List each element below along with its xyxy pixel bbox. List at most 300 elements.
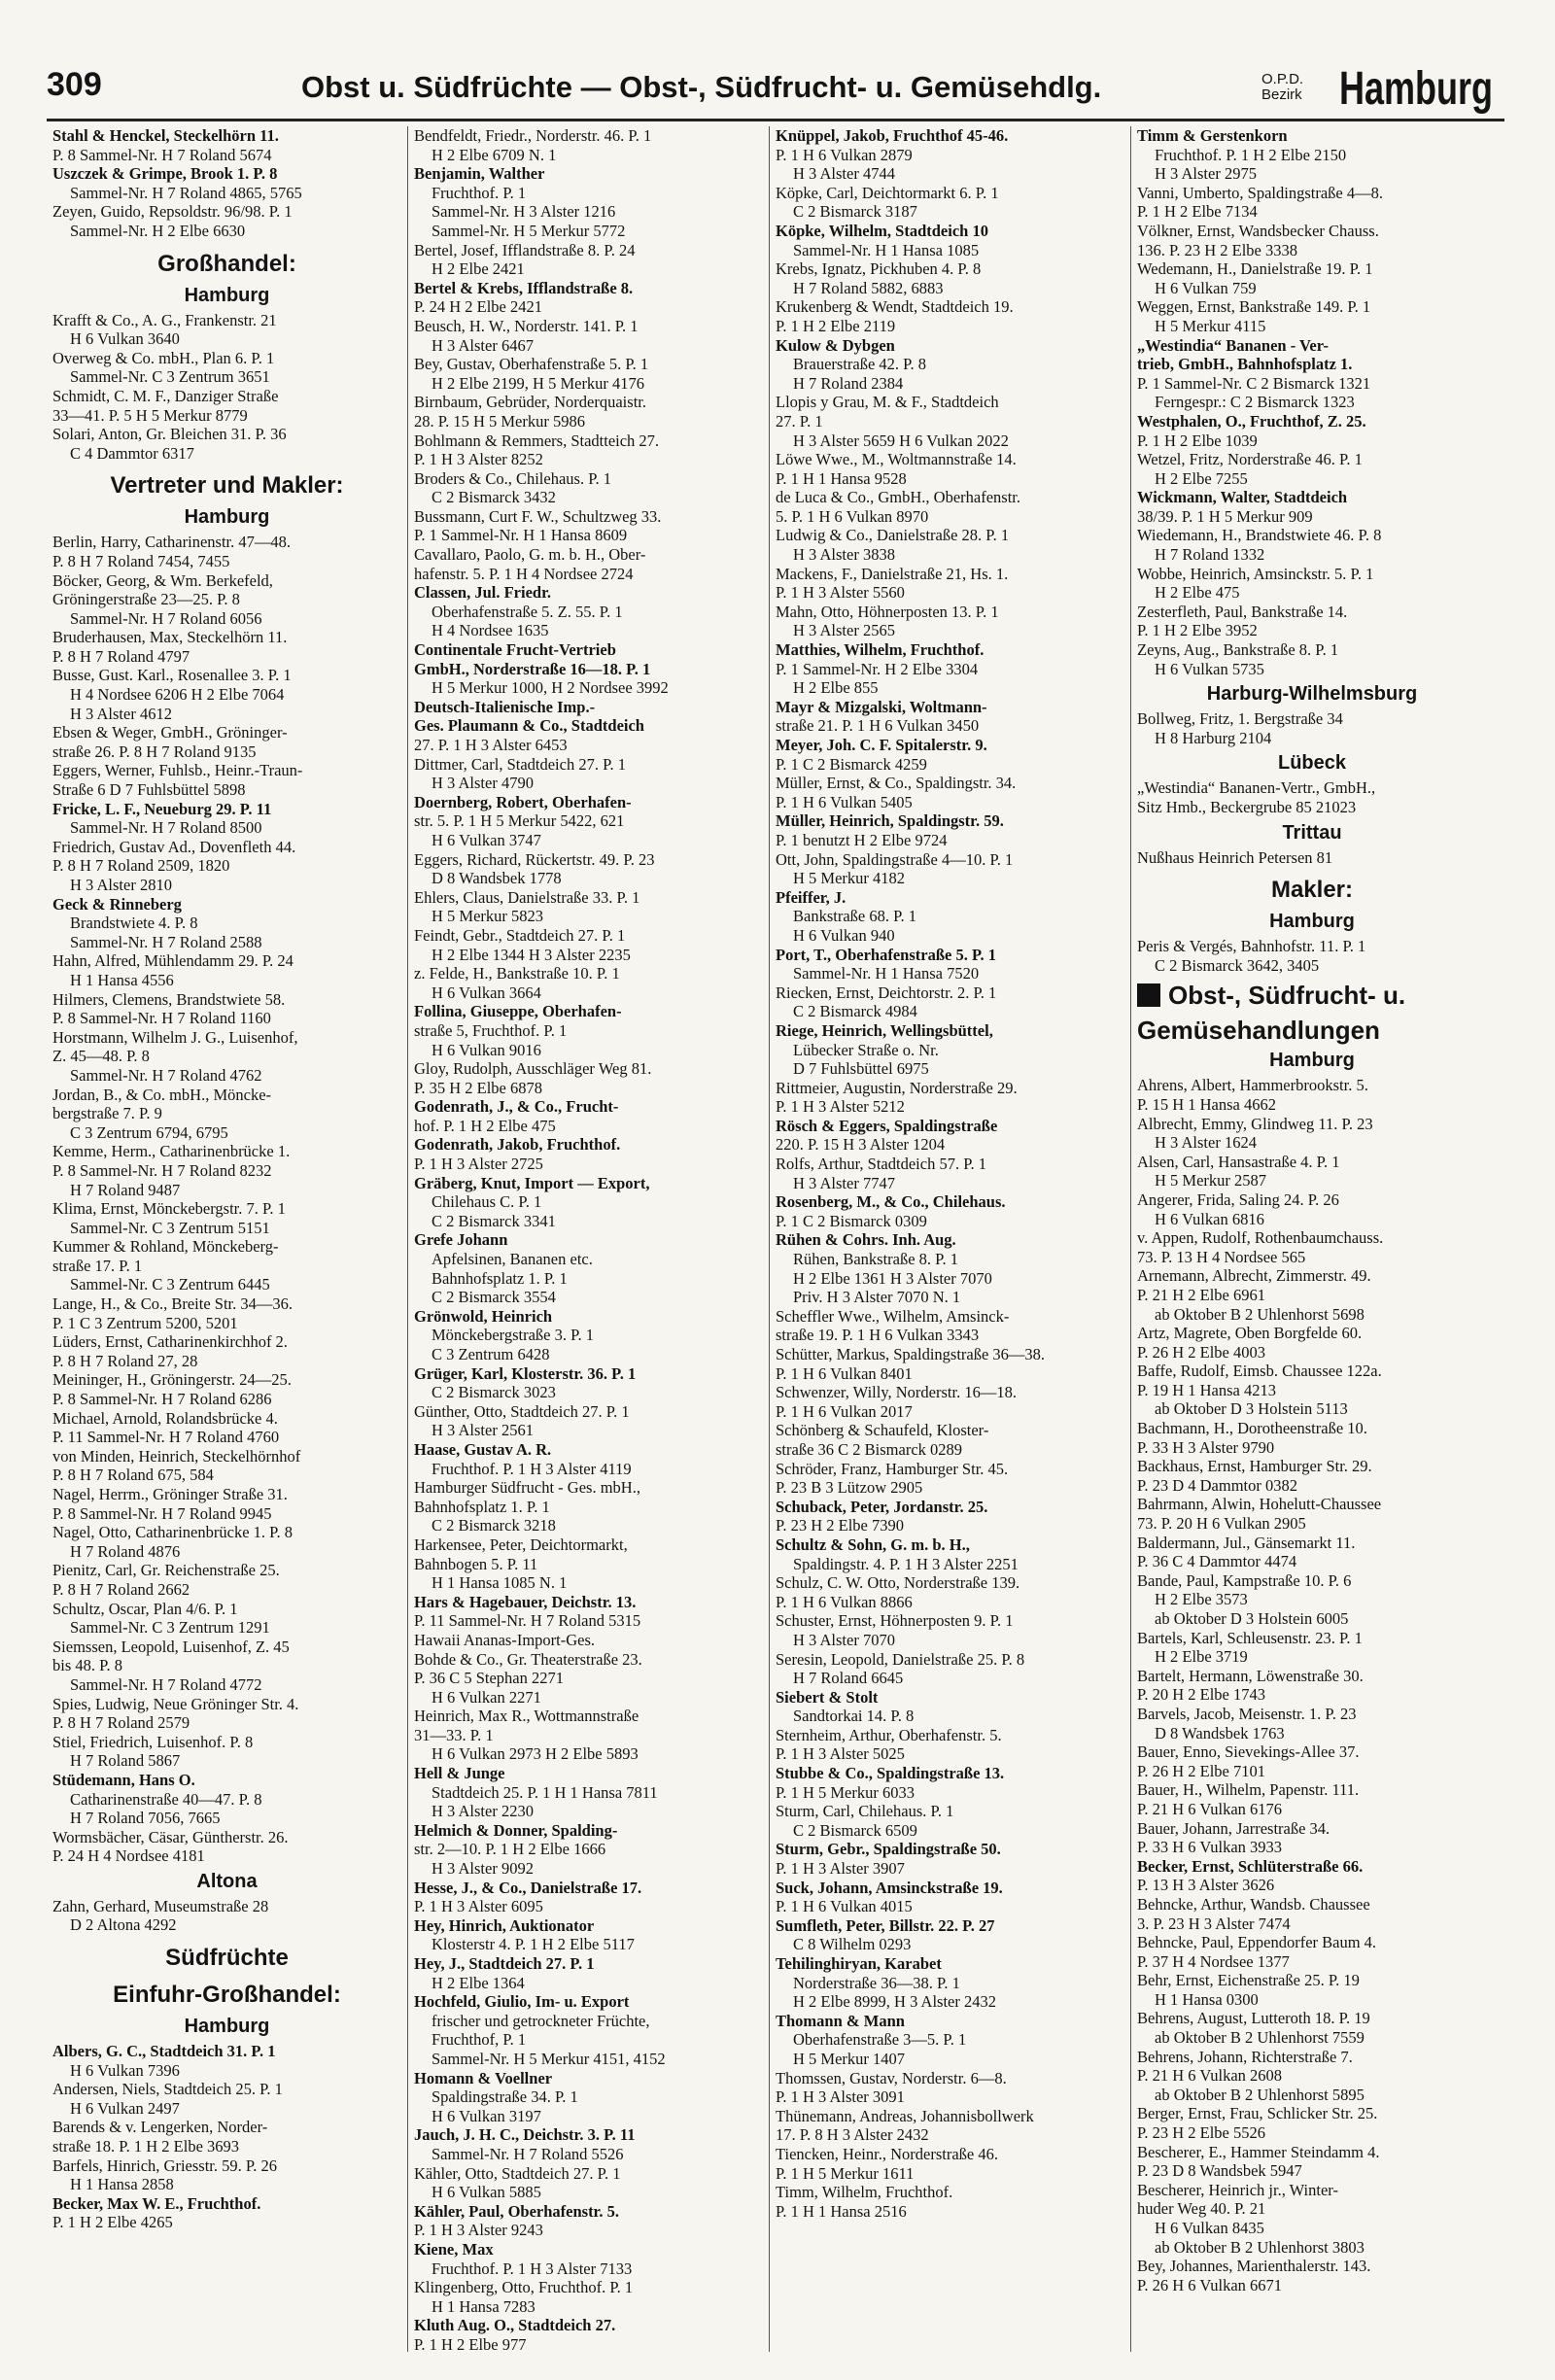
directory-entry-line: Berger, Ernst, Frau, Schlicker Str. 25. xyxy=(1137,2104,1378,2123)
directory-entry-line: P. 1 Sammel-Nr. H 1 Hansa 8609 xyxy=(414,526,628,545)
directory-entry-line: Backhaus, Ernst, Hamburger Str. 29. xyxy=(1137,1457,1372,1476)
directory-entry-line: Ahrens, Albert, Hammerbrookstr. 5. xyxy=(1137,1076,1368,1095)
directory-entry-line: Gloy, Rudolph, Ausschläger Weg 81. xyxy=(414,1059,652,1079)
directory-entry-line: Harkensee, Peter, Deichtormarkt, xyxy=(414,1535,628,1554)
directory-entry-line: H 6 Vulkan 3747 xyxy=(432,830,541,849)
directory-entry-line: z. Felde, H., Bankstraße 10. P. 1 xyxy=(414,964,620,983)
directory-entry-line: Godenrath, Jakob, Fruchthof. xyxy=(414,1135,621,1155)
directory-entry-line: H 2 Elbe 8999, H 3 Alster 2432 xyxy=(793,1992,996,2012)
directory-entry-line: Chilehaus C. P. 1 xyxy=(432,1192,542,1212)
directory-entry-line: Schmidt, C. M. F., Danziger Straße xyxy=(52,386,279,405)
directory-entry-line: Stiel, Friedrich, Luisenhof. P. 8 xyxy=(52,1732,254,1751)
directory-entry-line: Bahnbogen 5. P. 11 xyxy=(414,1554,538,1573)
directory-entry-line: Bendfeldt, Friedr., Norderstr. 46. P. 1 xyxy=(414,126,652,145)
directory-entry-line: Bartels, Karl, Schleusenstr. 23. P. 1 xyxy=(1137,1628,1363,1647)
directory-entry-line: H 4 Nordsee 6206 H 2 Elbe 7064 xyxy=(70,685,285,705)
directory-entry-line: P. 1 C 2 Bismarck 4259 xyxy=(776,754,927,774)
directory-entry-line: H 2 Elbe 1344 H 3 Alster 2235 xyxy=(432,945,631,964)
directory-entry-line: P. 1 H 3 Alster 6095 xyxy=(414,1897,543,1916)
section-heading: Großhandel: xyxy=(157,250,296,277)
directory-entry-line: Behncke, Arthur, Wandsb. Chaussee xyxy=(1137,1894,1370,1914)
directory-entry-line: Pfeiffer, J. xyxy=(776,887,847,907)
directory-entry-line: H 6 Vulkan 5735 xyxy=(1155,659,1264,678)
directory-entry-line: Tiencken, Heinr., Norderstraße 46. xyxy=(776,2144,998,2163)
directory-entry-line: Nagel, Herrm., Gröninger Straße 31. xyxy=(52,1485,288,1503)
directory-entry-line: H 1 Hansa 0300 xyxy=(1155,1989,1259,2009)
directory-entry-line: Schütter, Markus, Spaldingstraße 36—38. xyxy=(776,1345,1046,1363)
directory-entry-line: C 2 Bismarck 3432 xyxy=(432,488,556,507)
directory-entry-line: C 3 Zentrum 6428 xyxy=(432,1345,550,1363)
section-heading: Gemüsehandlungen xyxy=(1137,1016,1380,1046)
directory-entry-line: Sturm, Carl, Chilehaus. P. 1 xyxy=(776,1802,954,1821)
directory-entry-line: „Westindia“ Bananen-Vertr., GmbH., xyxy=(1137,778,1376,798)
directory-entry-line: Baffe, Rudolf, Eimsb. Chaussee 122a. xyxy=(1137,1362,1382,1381)
directory-entry-line: C 2 Bismarck 3554 xyxy=(432,1288,556,1307)
directory-entry-line: Doernberg, Robert, Oberhafen- xyxy=(414,792,632,811)
directory-entry-line: P. 1 C 3 Zentrum 5200, 5201 xyxy=(52,1313,238,1332)
directory-entry-line: Sumfleth, Peter, Billstr. 22. P. 27 xyxy=(776,1915,995,1935)
directory-entry-line: Sammel-Nr. H 7 Roland 4772 xyxy=(70,1674,262,1694)
directory-entry-line: Rittmeier, Augustin, Norderstraße 29. xyxy=(776,1078,1018,1097)
directory-entry-line: P. 37 H 4 Nordsee 1377 xyxy=(1137,1951,1290,1971)
directory-entry-line: Barends & v. Lengerken, Norder- xyxy=(52,2118,268,2137)
directory-entry-line: Becker, Ernst, Schlüterstraße 66. xyxy=(1137,1856,1364,1876)
directory-entry-line: Dittmer, Carl, Stadtdeich 27. P. 1 xyxy=(414,754,626,774)
directory-entry-line: Seresin, Leopold, Danielstraße 25. P. 8 xyxy=(776,1649,1025,1669)
directory-entry-line: Wobbe, Heinrich, Amsinckstr. 5. P. 1 xyxy=(1137,564,1374,583)
directory-entry-line: Sturm, Gebr., Spaldingstraße 50. xyxy=(776,1840,1001,1859)
directory-entry-line: Peris & Vergés, Bahnhofstr. 11. P. 1 xyxy=(1137,937,1366,956)
directory-entry-line: Nußhaus Heinrich Petersen 81 xyxy=(1137,847,1333,867)
directory-entry-line: ab Oktober B 2 Uhlenhorst 7559 xyxy=(1155,2028,1365,2048)
directory-entry-line: Heinrich, Max R., Wottmannstraße xyxy=(414,1707,639,1726)
directory-entry-line: Bollweg, Fritz, 1. Bergstraße 34 xyxy=(1137,709,1343,729)
page-number: 309 xyxy=(47,66,102,103)
directory-entry-line: Timm, Wilhelm, Fruchthof. xyxy=(776,2183,953,2202)
directory-entry-line: Norderstraße 36—38. P. 1 xyxy=(793,1973,960,1992)
directory-entry-line: H 6 Vulkan 3197 xyxy=(432,2106,541,2125)
directory-entry-line: Bauer, Johann, Jarrestraße 34. xyxy=(1137,1818,1330,1838)
directory-entry-line: Hey, J., Stadtdeich 27. P. 1 xyxy=(414,1954,595,1973)
directory-entry-line: Deutsch-Italienische Imp.- xyxy=(414,697,596,716)
directory-entry-line: „Westindia“ Bananen - Ver- xyxy=(1137,335,1329,355)
directory-entry-line: P. 8 Sammel-Nr. H 7 Roland 8232 xyxy=(52,1160,272,1180)
directory-entry-line: Bahrmann, Alwin, Hohelutt-Chaussee xyxy=(1137,1495,1382,1514)
directory-entry-line: 73. P. 20 H 6 Vulkan 2905 xyxy=(1137,1514,1306,1534)
directory-entry-line: H 3 Alster 2230 xyxy=(432,1802,534,1821)
directory-entry-line: Grönwold, Heinrich xyxy=(414,1306,553,1326)
directory-entry-line: Classen, Jul. Friedr. xyxy=(414,583,552,603)
directory-entry-line: H 7 Roland 5882, 6883 xyxy=(793,278,944,297)
directory-entry-line: H 6 Vulkan 2497 xyxy=(70,2098,180,2118)
column-4 xyxy=(1131,126,1493,2352)
directory-entry-line: Oberhafenstraße 3—5. P. 1 xyxy=(793,2030,967,2050)
directory-entry-line: P. 15 H 1 Hansa 4662 xyxy=(1137,1094,1276,1114)
directory-entry-line: Gräberg, Knut, Import — Export, xyxy=(414,1173,650,1192)
directory-entry-line: Behncke, Paul, Eppendorfer Baum 4. xyxy=(1137,1933,1377,1952)
directory-entry-line: Krebs, Ignatz, Pickhuben 4. P. 8 xyxy=(776,259,982,279)
directory-entry-line: Sammel-Nr. H 5 Merkur 5772 xyxy=(432,221,626,240)
directory-entry-line: P. 24 H 4 Nordsee 4181 xyxy=(52,1846,205,1866)
directory-entry-line: Apfelsinen, Bananen etc. xyxy=(432,1250,593,1269)
directory-entry-line: P. 1 H 5 Merkur 6033 xyxy=(776,1782,915,1802)
directory-entry-line: H 7 Roland 4876 xyxy=(70,1541,181,1561)
directory-entry-line: Broders & Co., Chilehaus. P. 1 xyxy=(414,468,612,488)
directory-entry-line: Fruchthof. P. 1 H 2 Elbe 2150 xyxy=(1155,145,1347,164)
directory-entry-line: Continentale Frucht-Vertrieb xyxy=(414,640,616,660)
directory-entry-line: H 2 Elbe 3573 xyxy=(1155,1590,1248,1609)
directory-entry-line: Lüders, Ernst, Catharinenkirchhof 2. xyxy=(52,1332,288,1352)
directory-entry-line: P. 1 H 1 Hansa 2516 xyxy=(776,2201,907,2221)
directory-entry-line: ab Oktober D 3 Holstein 5113 xyxy=(1155,1399,1348,1419)
directory-entry-line: P. 1 H 3 Alster 9243 xyxy=(414,2221,543,2240)
directory-entry-line: Eggers, Werner, Fuhlsb., Heinr.-Traun- xyxy=(52,761,303,780)
directory-entry-line: Bertel & Krebs, Ifflandstraße 8. xyxy=(414,278,634,297)
directory-entry-line: Grefe Johann xyxy=(414,1230,508,1250)
directory-entry-line: 73. P. 13 H 4 Nordsee 565 xyxy=(1137,1247,1306,1266)
directory-entry-line: Jauch, J. H. C., Deichstr. 3. P. 11 xyxy=(414,2125,636,2145)
directory-entry-line: P. 13 H 3 Alster 3626 xyxy=(1137,1876,1275,1895)
directory-entry-line: H 3 Alster 6467 xyxy=(432,335,534,355)
directory-entry-line: H 6 Vulkan 3664 xyxy=(432,983,541,1002)
directory-entry-line: Sammel-Nr. H 5 Merkur 4151, 4152 xyxy=(432,2049,666,2068)
directory-entry-line: Follina, Giuseppe, Oberhafen- xyxy=(414,1002,622,1021)
directory-entry-line: Rolfs, Arthur, Stadtdeich 57. P. 1 xyxy=(776,1155,987,1174)
directory-entry-line: Riege, Heinrich, Wellingsbüttel, xyxy=(776,1020,993,1040)
directory-entry-line: Behrens, Johann, Richterstraße 7. xyxy=(1137,2047,1353,2066)
directory-entry-line: H 7 Roland 7056, 7665 xyxy=(70,1809,221,1828)
directory-entry-line: H 6 Vulkan 9016 xyxy=(432,1040,541,1059)
directory-entry-line: Hars & Hagebauer, Deichstr. 13. xyxy=(414,1592,637,1611)
directory-entry-line: Meyer, Joh. C. F. Spitalerstr. 9. xyxy=(776,736,987,754)
directory-entry-line: Ott, John, Spaldingstraße 4—10. P. 1 xyxy=(776,849,1014,869)
directory-entry-line: Brandstwiete 4. P. 8 xyxy=(70,914,198,933)
directory-entry-line: Riecken, Ernst, Deichtorstr. 2. P. 1 xyxy=(776,983,997,1002)
directory-entry-line: H 2 Elbe 2199, H 5 Merkur 4176 xyxy=(432,373,645,393)
directory-entry-line: H 5 Merkur 4115 xyxy=(1155,316,1266,335)
directory-entry-line: H 1 Hansa 7283 xyxy=(432,2296,536,2316)
directory-entry-line: Rösch & Eggers, Spaldingstraße xyxy=(776,1116,998,1135)
directory-entry-line: P. 1 H 5 Merkur 1611 xyxy=(776,2163,915,2183)
section-heading: Südfrüchte xyxy=(165,1945,289,1972)
directory-entry-line: H 5 Merkur 5823 xyxy=(432,907,544,926)
directory-entry-line: Sammel-Nr. H 7 Roland 2588 xyxy=(70,932,262,951)
directory-entry-line: Angerer, Frida, Saling 24. P. 26 xyxy=(1137,1190,1339,1209)
directory-entry-line: Rühen, Bankstraße 8. P. 1 xyxy=(793,1250,959,1269)
directory-entry-line: straße 21. P. 1 H 6 Vulkan 3450 xyxy=(776,716,980,736)
directory-entry-line: Behrens, August, Lutteroth 18. P. 19 xyxy=(1137,2009,1370,2028)
directory-entry-line: 136. P. 23 H 2 Elbe 3338 xyxy=(1137,240,1297,259)
directory-entry-line: P. 1 H 2 Elbe 7134 xyxy=(1137,202,1258,222)
directory-entry-line: P. 26 H 2 Elbe 4003 xyxy=(1137,1342,1265,1362)
directory-entry-line: Köpke, Carl, Deichtormarkt 6. P. 1 xyxy=(776,183,999,202)
directory-entry-line: Ludwig & Co., Danielstraße 28. P. 1 xyxy=(776,526,1010,545)
directory-entry-line: H 5 Merkur 2587 xyxy=(1155,1171,1267,1190)
directory-entry-line: P. 21 H 2 Elbe 6961 xyxy=(1137,1285,1265,1304)
directory-entry-line: D 2 Altona 4292 xyxy=(70,1915,177,1935)
city-heading: Hamburg xyxy=(1339,63,1494,115)
directory-entry-line: Schuster, Ernst, Höhnerposten 9. P. 1 xyxy=(776,1611,1014,1631)
directory-entry-line: H 6 Vulkan 7396 xyxy=(70,2060,180,2080)
directory-entry-line: ab Oktober B 2 Uhlenhorst 5895 xyxy=(1155,2085,1365,2104)
directory-entry-line: 38/39. P. 1 H 5 Merkur 909 xyxy=(1137,506,1313,526)
directory-entry-line: Hochfeld, Giulio, Im- u. Export xyxy=(414,1992,630,2012)
directory-entry-line: Sammel-Nr. H 2 Elbe 6630 xyxy=(70,221,246,240)
directory-entry-line: Bahnhofsplatz 1. P. 1 xyxy=(432,1268,568,1288)
page-header xyxy=(47,64,1504,119)
directory-entry-line: Bruderhausen, Max, Steckelhörn 11. xyxy=(52,628,288,647)
directory-entry-line: H 3 Alster 7747 xyxy=(793,1173,895,1192)
directory-entry-line: Böcker, Georg, & Wm. Berkefeld, xyxy=(52,570,273,590)
directory-entry-line: H 2 Elbe 1364 xyxy=(432,1973,525,1992)
directory-entry-line: Sammel-Nr. C 3 Zentrum 6445 xyxy=(70,1275,270,1294)
directory-entry-line: C 2 Bismarck 3642, 3405 xyxy=(1155,955,1320,975)
directory-entry-line: Helmich & Donner, Spalding- xyxy=(414,1820,618,1840)
directory-entry-line: Spies, Ludwig, Neue Gröninger Str. 4. xyxy=(52,1694,299,1713)
directory-entry-line: Bachmann, H., Dorotheenstraße 10. xyxy=(1137,1419,1367,1438)
listing-columns xyxy=(47,126,1506,2352)
directory-entry-line: Thünemann, Andreas, Johannisbollwerk xyxy=(776,2106,1034,2125)
directory-entry-line: H 3 Alster 2565 xyxy=(793,621,895,640)
directory-entry-line: Bankstraße 68. P. 1 xyxy=(793,907,916,926)
directory-entry-line: P. 11 Sammel-Nr. H 7 Roland 4760 xyxy=(52,1428,280,1447)
directory-entry-line: Sammel-Nr. C 3 Zentrum 1291 xyxy=(70,1618,270,1638)
directory-entry-line: Sammel-Nr. C 3 Zentrum 5151 xyxy=(70,1218,270,1237)
directory-entry-line: Sammel-Nr. H 7 Roland 6056 xyxy=(70,608,262,628)
directory-entry-line: Timm & Gerstenkorn xyxy=(1137,126,1288,145)
directory-entry-line: P. 1 H 2 Elbe 977 xyxy=(414,2334,527,2352)
directory-entry-line: H 3 Alster 9092 xyxy=(432,1859,534,1879)
directory-entry-line: Cavallaro, Paolo, G. m. b. H., Ober- xyxy=(414,545,646,565)
directory-entry-line: P. 1 H 3 Alster 5560 xyxy=(776,583,905,603)
directory-entry-line: Hawaii Ananas-Import-Ges. xyxy=(414,1630,596,1649)
directory-entry-line: P. 8 Sammel-Nr. H 7 Roland 1160 xyxy=(52,1009,271,1028)
directory-entry-line: Hey, Hinrich, Auktionator xyxy=(414,1915,595,1935)
section-heading: Harburg-Wilhelmsburg xyxy=(1206,683,1418,706)
directory-entry-line: H 3 Alster 4744 xyxy=(793,164,895,184)
directory-entry-line: str. 5. P. 1 H 5 Merkur 5422, 621 xyxy=(414,811,625,831)
directory-entry-line: P. 8 H 7 Roland 675, 584 xyxy=(52,1466,214,1485)
directory-entry-line: 17. P. 8 H 3 Alster 2432 xyxy=(776,2125,929,2145)
directory-entry-line: Sammel-Nr. H 7 Roland 4762 xyxy=(70,1065,262,1085)
directory-entry-line: Kähler, Otto, Stadtdeich 27. P. 1 xyxy=(414,2163,621,2183)
directory-entry-line: Bohde & Co., Gr. Theaterstraße 23. xyxy=(414,1649,642,1669)
directory-entry-line: Feindt, Gebr., Stadtdeich 27. P. 1 xyxy=(414,925,626,945)
directory-entry-line: H 2 Elbe 3719 xyxy=(1155,1647,1248,1667)
directory-entry-line: Sammel-Nr. H 3 Alster 1216 xyxy=(432,202,616,222)
directory-entry-line: str. 2—10. P. 1 H 2 Elbe 1666 xyxy=(414,1840,606,1859)
directory-entry-line: P. 8 Sammel-Nr. H 7 Roland 9945 xyxy=(52,1503,272,1523)
directory-entry-line: Overweg & Co. mbH., Plan 6. P. 1 xyxy=(52,348,275,367)
directory-entry-line: P. 1 benutzt H 2 Elbe 9724 xyxy=(776,830,948,849)
directory-entry-line: C 2 Bismarck 3023 xyxy=(432,1383,556,1402)
directory-entry-line: Bohlmann & Remmers, Stadtteich 27. xyxy=(414,431,660,450)
directory-entry-line: Sitz Hmb., Beckergrube 85 21023 xyxy=(1137,798,1357,816)
directory-entry-line: Lübecker Straße o. Nr. xyxy=(793,1040,939,1059)
directory-entry-line: Hesse, J., & Co., Danielstraße 17. xyxy=(414,1878,642,1897)
directory-entry-line: Hamburger Südfrucht - Ges. mbH., xyxy=(414,1478,640,1498)
directory-entry-line: H 1 Hansa 2858 xyxy=(70,2175,174,2194)
directory-entry-line: P. 1 H 2 Elbe 1039 xyxy=(1137,431,1258,450)
directory-entry-line: Horstmann, Wilhelm J. G., Luisenhof, xyxy=(52,1027,298,1047)
directory-entry-line: Bartelt, Hermann, Löwenstraße 30. xyxy=(1137,1666,1364,1685)
directory-entry-line: Ferngespr.: C 2 Bismarck 1323 xyxy=(1155,393,1355,412)
directory-entry-line: Sammel-Nr. H 1 Hansa 7520 xyxy=(793,964,980,983)
directory-entry-line: Thomann & Mann xyxy=(776,2011,905,2030)
directory-entry-line: Bey, Gustav, Oberhafenstraße 5. P. 1 xyxy=(414,355,649,374)
directory-entry-line: Krukenberg & Wendt, Stadtdeich 19. xyxy=(776,297,1014,317)
directory-entry-line: P. 23 H 2 Elbe 7390 xyxy=(776,1516,904,1535)
directory-entry-line: Hilmers, Clemens, Brandstwiete 58. xyxy=(52,989,286,1009)
section-heading: Hamburg xyxy=(184,506,270,529)
directory-entry-line: Brauerstraße 42. P. 8 xyxy=(793,355,927,374)
directory-entry-line: P. 1 H 6 Vulkan 8866 xyxy=(776,1592,913,1611)
directory-entry-line: Schröder, Franz, Hamburger Str. 45. xyxy=(776,1459,1009,1478)
directory-entry-line: P. 1 H 1 Hansa 9528 xyxy=(776,468,907,488)
directory-entry-line: P. 1 Sammel-Nr. C 2 Bismarck 1321 xyxy=(1137,373,1371,393)
directory-entry-line: H 7 Roland 6645 xyxy=(793,1669,904,1688)
directory-entry-line: Priv. H 3 Alster 7070 N. 1 xyxy=(793,1288,961,1307)
directory-entry-line: Zeyns, Aug., Bankstraße 8. P. 1 xyxy=(1137,640,1339,660)
directory-entry-line: straße 19. P. 1 H 6 Vulkan 3343 xyxy=(776,1326,980,1345)
directory-entry-line: P. 1 Sammel-Nr. H 2 Elbe 3304 xyxy=(776,659,979,678)
directory-entry-line: Kummer & Rohland, Mönckeberg- xyxy=(52,1237,279,1257)
directory-entry-line: Schuback, Peter, Jordanstr. 25. xyxy=(776,1497,988,1516)
directory-entry-line: P. 1 H 2 Elbe 2119 xyxy=(776,316,896,335)
directory-entry-line: 3. P. 23 H 3 Alster 7474 xyxy=(1137,1914,1291,1933)
directory-entry-line: P. 1 H 3 Alster 2725 xyxy=(414,1155,543,1174)
directory-entry-line: Fruchthof. P. 1 H 3 Alster 7133 xyxy=(432,2259,633,2278)
directory-entry-line: P. 1 H 6 Vulkan 5405 xyxy=(776,792,913,811)
directory-entry-line: Rühen & Cohrs. Inh. Aug. xyxy=(776,1230,956,1250)
directory-entry-line: ab Oktober D 3 Holstein 6005 xyxy=(1155,1609,1349,1628)
section-heading: Makler: xyxy=(1270,877,1354,904)
directory-entry-line: Pienitz, Carl, Gr. Reichenstraße 25. xyxy=(52,1561,280,1580)
directory-entry-line: Siemssen, Leopold, Luisenhof, Z. 45 xyxy=(52,1637,290,1656)
header-rule xyxy=(47,119,1504,121)
directory-entry-line: bergstraße 7. P. 9 xyxy=(52,1104,162,1123)
directory-entry-line: Ebsen & Weger, GmbH., Gröninger- xyxy=(52,723,288,742)
directory-entry-line: H 6 Vulkan 3640 xyxy=(70,329,180,349)
directory-entry-line: H 6 Vulkan 6816 xyxy=(1155,1209,1264,1228)
directory-entry-line: H 3 Alster 4790 xyxy=(432,774,534,793)
section-heading: Hamburg xyxy=(184,284,270,306)
directory-entry-line: Sammel-Nr. H 7 Roland 4865, 5765 xyxy=(70,183,302,202)
directory-entry-line: Westphalen, O., Fruchthof, Z. 25. xyxy=(1137,411,1366,431)
column-1 xyxy=(47,126,408,2352)
directory-entry-line: P. 1 H 3 Alster 5025 xyxy=(776,1744,905,1764)
directory-entry-line: H 8 Harburg 2104 xyxy=(1155,728,1272,747)
directory-entry-line: H 3 Alster 2975 xyxy=(1155,164,1257,184)
directory-entry-line: Völkner, Ernst, Wandsbecker Chauss. xyxy=(1137,221,1379,240)
directory-entry-line: Krafft & Co., A. G., Frankenstr. 21 xyxy=(52,310,277,329)
directory-entry-line: H 2 Elbe 475 xyxy=(1155,583,1240,603)
section-marker-icon xyxy=(1137,983,1160,1007)
directory-entry-line: Beusch, H. W., Norderstr. 141. P. 1 xyxy=(414,316,639,335)
directory-entry-line: hafenstr. 5. P. 1 H 4 Nordsee 2724 xyxy=(414,564,634,583)
directory-entry-line: P. 20 H 2 Elbe 1743 xyxy=(1137,1685,1265,1705)
directory-entry-line: Llopis y Grau, M. & F., Stadtdeich xyxy=(776,393,999,412)
directory-entry-line: P. 23 D 4 Dammtor 0382 xyxy=(1137,1475,1297,1495)
directory-entry-line: P. 26 H 2 Elbe 7101 xyxy=(1137,1761,1265,1780)
directory-entry-line: H 1 Hansa 4556 xyxy=(70,970,174,989)
directory-entry-line: Friedrich, Gustav Ad., Dovenfleth 44. xyxy=(52,837,296,856)
directory-entry-line: P. 8 H 7 Roland 2509, 1820 xyxy=(52,856,230,876)
directory-entry-line: straße 26. P. 8 H 7 Roland 9135 xyxy=(52,742,257,761)
directory-entry-line: Wedemann, H., Danielstraße 19. P. 1 xyxy=(1137,259,1373,279)
directory-entry-line: Weggen, Ernst, Bankstraße 149. P. 1 xyxy=(1137,297,1371,317)
directory-entry-line: P. 36 C 4 Dammtor 4474 xyxy=(1137,1552,1297,1571)
directory-entry-line: C 8 Wilhelm 0293 xyxy=(793,1935,912,1954)
directory-entry-line: Suck, Johann, Amsinckstraße 19. xyxy=(776,1878,1003,1897)
directory-entry-line: P. 1 H 3 Alster 3907 xyxy=(776,1859,905,1879)
directory-entry-line: P. 21 H 6 Vulkan 6176 xyxy=(1137,1799,1283,1818)
directory-entry-line: P. 8 Sammel-Nr. H 7 Roland 6286 xyxy=(52,1390,272,1409)
directory-entry-line: P. 1 H 3 Alster 8252 xyxy=(414,450,543,469)
directory-entry-line: H 4 Nordsee 1635 xyxy=(432,621,549,640)
directory-entry-line: Fruchthof, P. 1 xyxy=(432,2030,527,2050)
directory-entry-line: P. 8 Sammel-Nr. H 7 Roland 5674 xyxy=(52,145,272,164)
directory-entry-line: Behr, Ernst, Eichenstraße 25. P. 19 xyxy=(1137,1971,1360,1990)
directory-entry-line: H 3 Alster 2561 xyxy=(432,1421,534,1440)
directory-entry-line: Oberhafenstraße 5. Z. 55. P. 1 xyxy=(432,602,623,621)
directory-entry-line: Sammel-Nr. H 1 Hansa 1085 xyxy=(793,240,980,259)
directory-entry-line: H 3 Alster 7070 xyxy=(793,1630,895,1649)
directory-entry-line: Meininger, H., Gröningerstr. 24—25. xyxy=(52,1370,292,1390)
directory-entry-line: P. 23 H 2 Elbe 5526 xyxy=(1137,2123,1265,2143)
directory-entry-line: C 4 Dammtor 6317 xyxy=(70,443,194,463)
directory-entry-line: H 3 Alster 2810 xyxy=(70,876,172,894)
directory-entry-line: Birnbaum, Gebrüder, Norderquaistr. xyxy=(414,393,646,412)
directory-entry-line: de Luca & Co., GmbH., Oberhafenstr. xyxy=(776,488,1021,507)
directory-entry-line: H 2 Elbe 1361 H 3 Alster 7070 xyxy=(793,1268,992,1288)
directory-entry-line: P. 19 H 1 Hansa 4213 xyxy=(1137,1380,1276,1399)
running-title: Obst u. Südfrüchte — Obst-, Südfrucht- u. Gemüsehdlg. xyxy=(301,70,1102,104)
directory-entry-line: Catharinenstraße 40—47. P. 8 xyxy=(70,1789,262,1809)
directory-entry-line: P. 23 D 8 Wandsbek 5947 xyxy=(1137,2161,1302,2181)
directory-entry-line: D 7 Fuhlsbüttel 6975 xyxy=(793,1059,929,1079)
directory-entry-line: Haase, Gustav A. R. xyxy=(414,1439,552,1459)
directory-entry-line: Bey, Johannes, Marienthalerstr. 143. xyxy=(1137,2257,1371,2276)
directory-entry-line: Barvels, Jacob, Meisenstr. 1. P. 23 xyxy=(1137,1704,1357,1723)
directory-entry-line: Spaldingstr. 4. P. 1 H 3 Alster 2251 xyxy=(793,1554,1019,1573)
directory-entry-line: Bahnhofsplatz 1. P. 1 xyxy=(414,1497,550,1516)
directory-entry-line: Becker, Max W. E., Fruchthof. xyxy=(52,2193,261,2213)
directory-entry-line: Klima, Ernst, Mönckebergstr. 7. P. 1 xyxy=(52,1199,286,1219)
directory-entry-line: H 6 Vulkan 8435 xyxy=(1155,2219,1264,2237)
directory-entry-line: Wetzel, Fritz, Norderstraße 46. P. 1 xyxy=(1137,450,1363,469)
directory-entry-line: von Minden, Heinrich, Steckelhörnhof xyxy=(52,1446,301,1466)
directory-entry-line: P. 1 H 6 Vulkan 4015 xyxy=(776,1897,913,1916)
directory-entry-line: Vanni, Umberto, Spaldingstraße 4—8. xyxy=(1137,183,1383,202)
directory-entry-line: Mahn, Otto, Höhnerposten 13. P. 1 xyxy=(776,602,999,621)
directory-entry-line: C 3 Zentrum 6794, 6795 xyxy=(70,1122,228,1142)
section-heading: Hamburg xyxy=(1269,911,1355,933)
directory-entry-line: straße 17. P. 1 xyxy=(52,1256,143,1275)
directory-entry-line: Stubbe & Co., Spaldingstraße 13. xyxy=(776,1764,1005,1783)
directory-entry-line: P. 8 H 7 Roland 2662 xyxy=(52,1579,190,1599)
directory-entry-line: D 8 Wandsbek 1778 xyxy=(432,869,562,888)
directory-entry-line: P. 1 H 6 Vulkan 2017 xyxy=(776,1401,913,1421)
directory-entry-line: Müller, Heinrich, Spaldingstr. 59. xyxy=(776,811,1004,831)
directory-entry-line: Benjamin, Walther xyxy=(414,164,545,184)
directory-entry-line: Albrecht, Emmy, Glindweg 11. P. 23 xyxy=(1137,1114,1373,1133)
directory-entry-line: Uszczek & Grimpe, Brook 1. P. 8 xyxy=(52,164,278,184)
directory-entry-line: Mönckebergstraße 3. P. 1 xyxy=(432,1326,594,1345)
directory-entry-line: H 7 Roland 2384 xyxy=(793,373,904,393)
directory-entry-line: Bescherer, E., Hammer Steindamm 4. xyxy=(1137,2142,1380,2161)
directory-entry-line: Mackens, F., Danielstraße 21, Hs. 1. xyxy=(776,564,1009,583)
